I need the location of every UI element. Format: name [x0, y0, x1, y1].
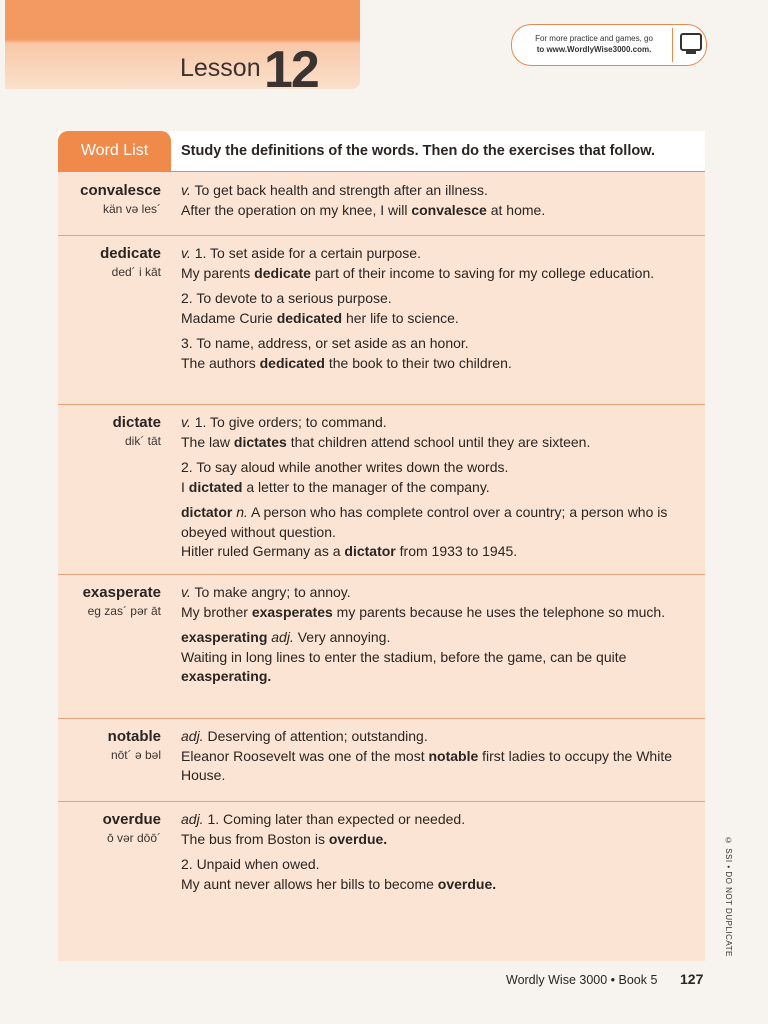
sense	[181, 289, 691, 328]
entry-notable	[58, 719, 705, 802]
pronunciation: eg zas´ pər āt	[87, 604, 161, 618]
definition: v. To get back health and strength after an illness.	[181, 182, 488, 198]
headword: exasperate	[82, 584, 161, 601]
pronunciation: ō vər dōō´	[106, 831, 161, 845]
sense	[181, 244, 691, 283]
monitor-icon	[680, 33, 702, 51]
promo-divider	[672, 28, 673, 62]
definition: v. To make angry; to annoy.	[181, 584, 351, 600]
lesson-number: 12	[264, 41, 318, 99]
sense	[181, 583, 691, 622]
lesson-label: Lesson	[180, 54, 261, 82]
example: My aunt never allows her bills to become overdue.	[181, 875, 497, 892]
example: The bus from Boston is overdue.	[181, 830, 388, 847]
sense	[181, 727, 691, 786]
headword: notable	[107, 728, 161, 745]
entry-convalesce	[58, 173, 705, 236]
example: The authors dedicated the book to their two children.	[181, 354, 512, 371]
headword: convalesce	[80, 182, 161, 199]
pronunciation: nōt´ ə bəl	[110, 748, 161, 762]
entry-dictate	[58, 405, 705, 575]
entry-overdue	[58, 802, 705, 902]
definition: adj. Deserving of attention; outstanding.	[181, 728, 428, 744]
entry-exasperate	[58, 575, 705, 719]
definition: dictator n. A person who has complete control over a country; a person who is obeyed without question.	[181, 504, 668, 540]
definition: adj. 1. Coming later than expected or needed.	[181, 811, 466, 827]
pronunciation: dik´ tāt	[124, 434, 161, 448]
sense	[181, 628, 691, 687]
example: After the operation on my knee, I will convalesce at home.	[181, 201, 546, 218]
definition-column	[181, 583, 691, 693]
example: The law dictates that children attend school until they are sixteen.	[181, 433, 591, 450]
definition-column	[181, 181, 691, 226]
promo-line-2[interactable]: to www.WordlyWise3000.com.	[536, 45, 652, 54]
sense	[181, 810, 691, 849]
definition-column	[181, 727, 691, 792]
definition-column	[181, 244, 691, 379]
definition-column	[181, 810, 691, 900]
example: Eleanor Roosevelt was one of the most notable first ladies to occupy the White House.	[181, 747, 673, 783]
instruction-text: Study the definitions of the words. Then do the exercises that follow.	[181, 143, 655, 159]
headword-column	[58, 583, 161, 619]
book-title: Wordly Wise 3000 • Book 5	[506, 973, 658, 987]
headword: dictate	[112, 414, 161, 431]
promo-text	[524, 33, 664, 55]
example: My brother exasperates my parents because he uses the telephone so much.	[181, 603, 666, 620]
definition: 2. To say aloud while another writes down the words.	[181, 459, 509, 475]
pronunciation: ded´ i kāt	[111, 265, 161, 279]
definition: 2. Unpaid when owed.	[181, 856, 320, 872]
sense	[181, 458, 691, 497]
headword-column	[58, 727, 161, 763]
example: Hitler ruled Germany as a dictator from 1933 to 1945.	[181, 543, 518, 559]
definition: 2. To devote to a serious purpose.	[181, 290, 392, 306]
example: Madame Curie dedicated her life to science.	[181, 309, 459, 326]
page-number: 127	[680, 971, 704, 987]
sense	[181, 855, 691, 894]
definition: 3. To name, address, or set aside as an honor.	[181, 335, 469, 351]
pronunciation: kän və les´	[102, 202, 161, 216]
website-promo-box[interactable]	[511, 24, 707, 66]
headword-column	[58, 181, 161, 217]
word-list-header	[58, 131, 705, 172]
word-list-panel	[58, 131, 705, 961]
definition: v. 1. To set aside for a certain purpose.	[181, 245, 421, 261]
definition: v. 1. To give orders; to command.	[181, 414, 387, 430]
word-list-tab: Word List	[58, 131, 171, 171]
sense	[181, 181, 691, 220]
promo-line-1: For more practice and games, go	[535, 34, 653, 43]
example: I dictated a letter to the manager of the company.	[181, 478, 490, 495]
sense	[181, 413, 691, 452]
entry-dedicate	[58, 236, 705, 405]
sense	[181, 334, 691, 373]
headword-column	[58, 810, 161, 846]
example: My parents dedicate part of their income to saving for my college education.	[181, 264, 655, 281]
example: Waiting in long lines to enter the stadium, before the game, can be quite exasperating.	[181, 648, 627, 684]
definition: exasperating adj. Very annoying.	[181, 629, 391, 645]
headword: overdue	[102, 811, 161, 828]
headword-column	[58, 413, 161, 449]
headword: dedicate	[100, 245, 161, 262]
headword-column	[58, 244, 161, 280]
definition-column	[181, 413, 691, 568]
sense	[181, 503, 691, 562]
copyright-notice: © SSI • DO NOT DUPLICATE	[724, 836, 733, 957]
